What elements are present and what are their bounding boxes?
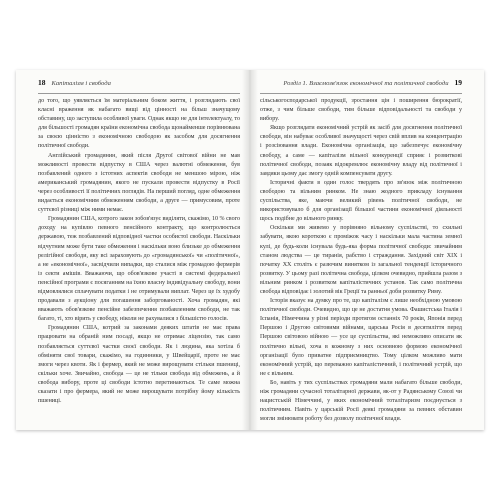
paragraph: Бо, навіть у тих суспільствах громадяни мали набагато більше свободи, ніж громадяни сучасної тоталітарної держави, як-от у Радянському Союзі чи нацистській Німеччині, у яких економічний тоталітаризм поєднується з політичним. Навіть у царській Росії деякі громадяни за певних обставин могли змінювати роботу без дозволу політичної влади. bbox=[260, 379, 462, 423]
right-page-header bbox=[260, 78, 462, 94]
paragraph: сільськогосподарської продукції, зростання цін і поширення бюрократії, отже, з чим більше свободи, тим більше відповідальності та свободи у вибору. bbox=[260, 98, 462, 123]
paragraph: до того, що уявляється їм матеріальним боком життя, і розглядають свої класні враження як набагато вищі від цінності на більш значущому обставину, що заступила особливої уваги. Однак якщо не для інтелектуалу, то для більшості громадян країни економічна свобода щонайменше порівнювана за своєю цінністю з економічною свободою як засобом для досягнення політичної свободи. bbox=[38, 98, 240, 150]
right-page bbox=[250, 70, 484, 430]
page-number: 19 bbox=[454, 78, 462, 87]
book-spread bbox=[16, 70, 484, 430]
paragraph: Громадянин США, котрого закон зобов'язує виділяти, скажімо, 10 % свого доходу на купівлю певного пенсійного контракту, що контролюється державою, теж позбавлений відповідної частки особистої свободи. Наскільки відчутним може бути таке обмеження і наскільки воно близьке до обмеження релігійної свободи, яку всі зараховують до «громадянської» чи «політичної», а не «економічної», засвідчили випадки, що сталися між громадою фермерів із секти амішів. Вважаючи, що обов'язкове участі в системі федеральної пенсійної програми є посяганням на їхню власну індивідуальну свободу, вони відмовлялися сплачувати податки і не отримували виплат. Через це їх худобу продавали з аукціону для погашення заборгованості. Хоча громадян, які вважають обов'язкове пенсійне забезпечення позбавленням свободи, не так багато, ті, хто вірить у свободу, ніколи не рахувалися з більшістю голосів. bbox=[38, 216, 240, 323]
page-number: 18 bbox=[38, 78, 46, 87]
paragraph: Англійський громадянин, який після Другої світової війни не мав можливості провести відпустку в США через валютні обмеження, був позбавлений одного з істотних аспектів свободи не меншою мірою, ніж американський громадянин, якого не пускали провести відпустку в Росії через особливості її політичних поглядів. На перший погляд, одне обмеження видається економічним обмеженням свободи, а друге — примусовим, проте суттєвої різниці між ними немає. bbox=[38, 152, 240, 214]
paragraph: Історичні факти в один голос твердять про зв'язок між політичною свободою та вільним ринком. Не знаю жодного прикладу існування суспільства, яке, маючи великий рівень політичної свободи, не використовувало б для організації більшої частини економічної діяльності щось подібне до вільного ринку. bbox=[260, 179, 462, 223]
left-page-text bbox=[38, 97, 240, 406]
paragraph: Якщо розглядати економічний устрій як засіб для досягнення політичної свободи, він набуває особливої значущості через свій вплив на концентрацію і розсіювання влади. Економічна організація, що забезпечує економічну свободу, а саме — капіталізм вільної конкуренції сприяє і розвиткові політичної свободи, позаяк відокремлює економічну владу від політичної і завдяки цьому дає змогу одній компенсувати другу. bbox=[260, 125, 462, 177]
paragraph: Історія вказує на думку про те, що капіталізм є лише необхідною умовою політичної свободи. Очевидно, що це не достатня умова. Фашистська Італія і Іспанія, Німеччина у різні періоди протягом останніх 70 років, Японія перед Першою і Другою світовими війнами, царська Росія в десятиліття перед Першою світовою війною — усе це суспільства, які неможливо описати як політично вільні, хоча в кожному з них основною формою економічної організації було приватне підприємництво. Тому цілком можливо мати економічний устрій, що переважно капіталістичний, і політичний устрій, що не є вільним. bbox=[260, 298, 462, 377]
right-page-text bbox=[260, 97, 462, 424]
running-head: Розділ 1. Взаємозв'язок економічної та політичної свободи bbox=[283, 80, 449, 87]
left-page-header bbox=[38, 78, 240, 94]
running-head: Капіталізм і свобода bbox=[51, 80, 111, 87]
paragraph: Громадянин США, котрий за законами деяких штатів не має права працювати на обраній ним посаді, якщо не отримає ліцензію, так само позбавляється суттєвої частки своєї свободи. Як і людина, яка хотіла б обміняти свої товари, скажімо, на годинники, у Швейцарії, проте не має змоги через квоти. Як і фермер, який не може вирощувати стільки пшениці, скільки хоче. Звичайно, свобода — це не тільки свобода від обмежень, а й свобода вибору, проте ці свободи істотно перетинаються. Те саме можна сказати і про фермера, який не може вирощувати потрібну йому кількість пшениці. bbox=[38, 325, 240, 405]
left-page bbox=[16, 70, 250, 430]
paragraph: Оскільки ми живемо у порівняно вільному суспільстві, то схильні забувати, якою короткою є проміжок часу і наскільки мала частина земної кулі, де будь-коли існувала будь-яка форма політичної свободи: звичайним станом людства — це тиранія, рабство і страждання. Західний світ XIX і початку XX століть є разючим винятком із загальної тенденції історичного розвитку. У цьому разі політична свобода, цілком очевидно, прийшла разом з вільним ринком і розвитком капіталістичних установ. Так само політична свобода відповідає і золотий вік Греції та ранньої доби розвитку Риму. bbox=[260, 225, 462, 295]
